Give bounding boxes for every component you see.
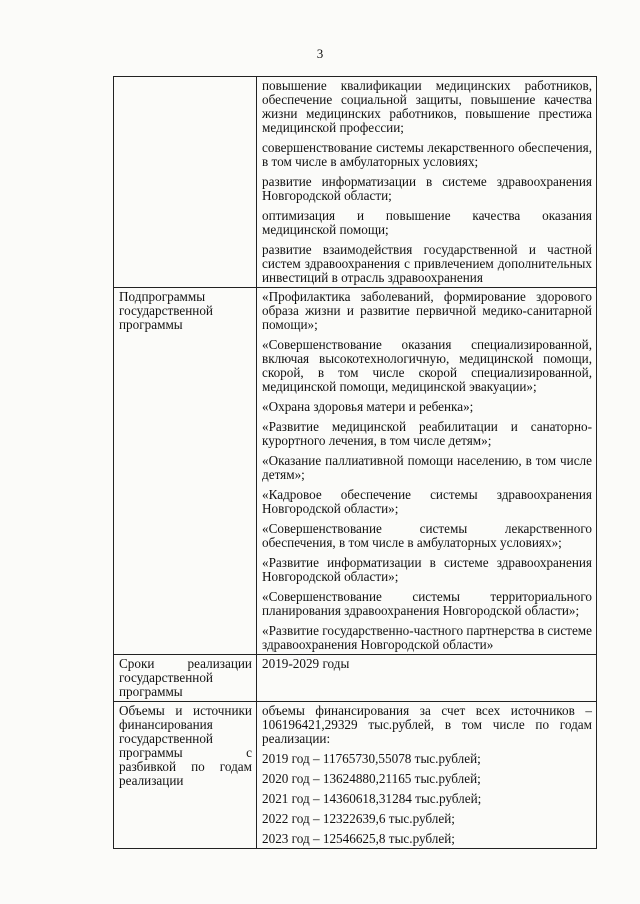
table-row-subprograms [114,288,597,655]
program-passport-table [113,76,597,849]
page-number: 3 [316,46,324,61]
row-label: Объемы и источники финансирования государственной программы с разбивкой по годам реализации [114,702,257,849]
list-item: «Кадровое обеспечение системы здравоохранения Новгородской области»; [262,487,592,516]
list-item: развитие взаимодействия государственной и частной систем здравоохранения с привлечением дополнительных инвестиций в отрасль здравоохранения [262,242,592,285]
list-item: «Развитие медицинской реабилитации и санаторно-курортного лечения, в том числе детям»; [262,419,592,448]
list-item: «Профилактика заболеваний, формирование здорового образа жизни и развитие первичной медико-санитарной помощи»; [262,289,592,332]
table-row-timeline [114,655,597,702]
list-item: «Совершенствование системы лекарственного обеспечения, в том числе в амбулаторных условиях»; [262,521,592,550]
list-item: объемы финансирования за счет всех источников – 106196421,29329 тыс.рублей, в том числе по годам реализации: [262,703,592,746]
list-item: оптимизация и повышение качества оказания медицинской помощи; [262,208,592,237]
list-item: «Совершенствование системы территориального планирования здравоохранения Новгородской области»; [262,589,592,618]
row-content [257,655,597,702]
list-item: «Совершенствование оказания специализированной, включая высокотехнологичную, медицинской помощи, скорой, в том числе скорой специализированной, медицинской помощи, медицинской эвакуации»; [262,337,592,394]
row-content [257,288,597,655]
list-item: 2022 год – 12322639,6 тыс.рублей; [262,811,455,826]
list-item: 2023 год – 12546625,8 тыс.рублей; [262,831,455,846]
row-label [114,77,257,288]
table-row-goals-continued [114,77,597,288]
list-item: «Развитие информатизации в системе здравоохранения Новгородской области»; [262,555,592,584]
list-item: 2019-2029 годы [262,656,350,671]
table-row-funding [114,702,597,849]
list-item: совершенствование системы лекарственного обеспечения, в том числе в амбулаторных условиях; [262,140,592,169]
list-item: «Охрана здоровья матери и ребенка»; [262,399,474,414]
row-content [257,77,597,288]
row-content [257,702,597,849]
list-item: 2021 год – 14360618,31284 тыс.рублей; [262,791,482,806]
list-item: «Развитие государственно-частного партнерства в системе здравоохранения Новгородской области» [262,623,592,652]
row-label: Сроки реализации государственной программы [114,655,257,702]
list-item: 2020 год – 13624880,21165 тыс.рублей; [262,771,481,786]
list-item: повышение квалификации медицинских работников, обеспечение социальной защиты, повышение качества жизни медицинских работников, повышение престижа медицинской профессии; [262,78,592,135]
list-item: развитие информатизации в системе здравоохранения Новгородской области; [262,174,592,203]
row-label: Подпрограммы государственной программы [114,288,257,655]
list-item: 2019 год – 11765730,55078 тыс.рублей; [262,751,481,766]
list-item: «Оказание паллиативной помощи населению, в том числе детям»; [262,453,592,482]
